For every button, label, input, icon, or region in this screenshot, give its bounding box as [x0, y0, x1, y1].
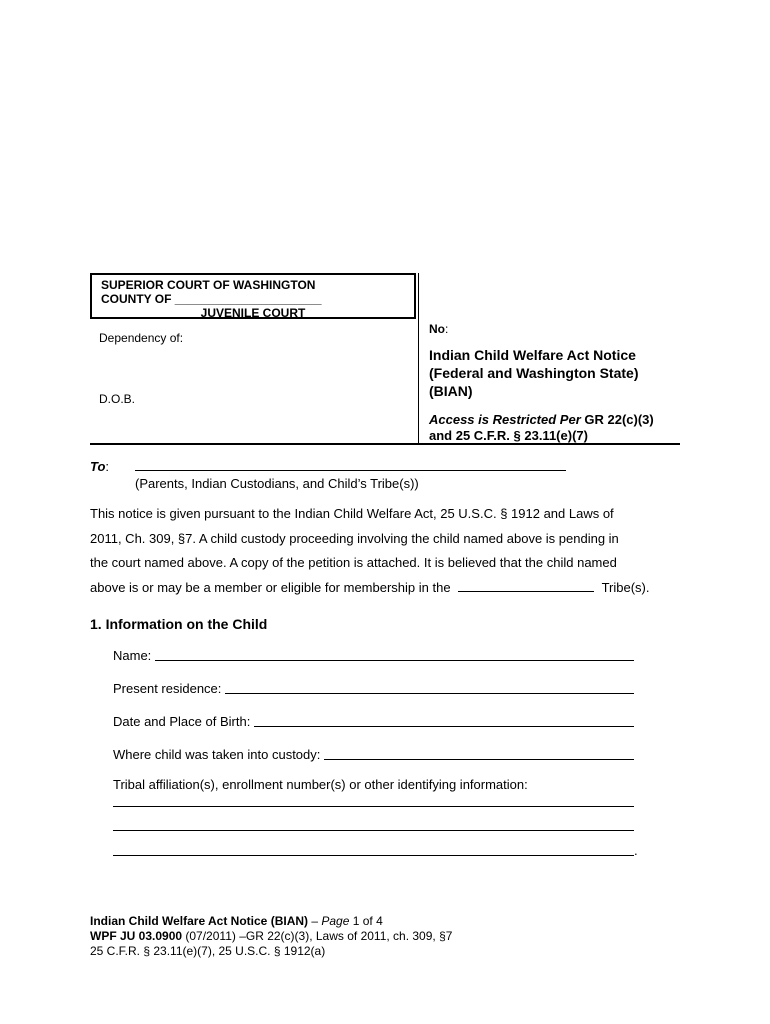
residence-field[interactable]	[225, 692, 634, 694]
court-division: JUVENILE COURT	[200, 306, 306, 320]
notice-line-3: the court named above. A copy of the petition is attached. It is believed that the child named	[90, 555, 617, 570]
case-number-label: No	[429, 322, 445, 336]
footer-form-number: WPF JU 03.0900	[90, 929, 183, 943]
child-name-row	[113, 645, 634, 663]
footer-title: Indian Child Welfare Act Notice (BIAN)	[90, 914, 309, 928]
to-word: To	[90, 459, 106, 474]
access-restriction	[429, 412, 654, 444]
title-line-3: (BIAN)	[429, 383, 473, 399]
notice-paragraph	[90, 502, 649, 600]
birth-label: Date and Place of Birth:	[113, 714, 251, 729]
tribal-line-2[interactable]	[113, 830, 634, 831]
child-name-label: Name:	[113, 648, 152, 663]
dependency-of	[99, 331, 183, 345]
notice-line-1: This notice is given pursuant to the Indian Child Welfare Act, 25 U.S.C. § 1912 and Laws of	[90, 506, 614, 521]
access-line-2: and 25 C.F.R. § 23.11(e)(7)	[429, 428, 588, 443]
custody-label: Where child was taken into custody:	[113, 747, 321, 762]
birth-field[interactable]	[254, 725, 634, 727]
footer-page-word: Page	[321, 914, 350, 928]
court-name: SUPERIOR COURT OF WASHINGTON	[101, 278, 316, 292]
footer-form-rest: (07/2011) –GR 22(c)(3), Laws of 2011, ch. 309, §7	[182, 929, 453, 943]
tribal-end-period: .	[634, 843, 638, 858]
court-caption-box	[90, 273, 416, 319]
case-number-colon: :	[445, 322, 449, 336]
footer-line-3: 25 C.F.R. § 23.11(e)(7), 25 U.S.C. § 1912(a)	[90, 944, 326, 958]
to-label	[90, 459, 109, 474]
caption-divider	[418, 273, 419, 445]
tribal-label: Tribal affiliation(s), enrollment number(s) or other identifying information:	[113, 777, 528, 792]
section-1-heading: 1. Information on the Child	[90, 616, 268, 632]
dob-label: D.O.B.	[99, 392, 136, 406]
child-name-field[interactable]	[155, 659, 634, 661]
notice-line-4	[90, 576, 649, 601]
footer-line-2	[90, 929, 452, 944]
to-recipients-line[interactable]	[135, 470, 566, 471]
birth-row	[113, 711, 634, 729]
notice-line-4-start: above is or may be a member or eligible for membership in the	[90, 579, 451, 595]
residence-row	[113, 678, 634, 696]
page-footer	[90, 914, 452, 959]
to-colon: :	[105, 459, 110, 474]
tribal-line-1[interactable]	[113, 806, 634, 807]
title-line-1: Indian Child Welfare Act Notice	[429, 347, 636, 363]
access-italic: Access is Restricted Per	[429, 412, 581, 427]
tribe-blank[interactable]	[458, 591, 594, 592]
to-caption: (Parents, Indian Custodians, and Child’s Tribe(s))	[135, 476, 419, 491]
dependency-colon: :	[179, 331, 184, 345]
tribal-line-3[interactable]	[113, 855, 634, 856]
dependency-label: Dependency of	[99, 331, 180, 345]
residence-label: Present residence:	[113, 681, 222, 696]
title-line-2: (Federal and Washington State)	[429, 365, 639, 381]
county-line: COUNTY OF ______________________	[101, 292, 322, 306]
caption-bottom-rule	[90, 443, 680, 445]
custody-field[interactable]	[324, 758, 634, 760]
case-number	[429, 322, 448, 336]
notice-line-2: 2011, Ch. 309, §7. A child custody proceeding involving the child named above is pending in	[90, 530, 619, 546]
access-rest: GR 22(c)(3)	[580, 412, 654, 427]
footer-line-1	[90, 914, 452, 929]
notice-line-4-end: Tribe(s).	[601, 579, 650, 595]
footer-dash: –	[308, 914, 322, 928]
custody-row	[113, 744, 634, 762]
document-title	[429, 346, 639, 400]
footer-page-number: 1 of 4	[349, 914, 383, 928]
access-line-1	[429, 412, 654, 428]
